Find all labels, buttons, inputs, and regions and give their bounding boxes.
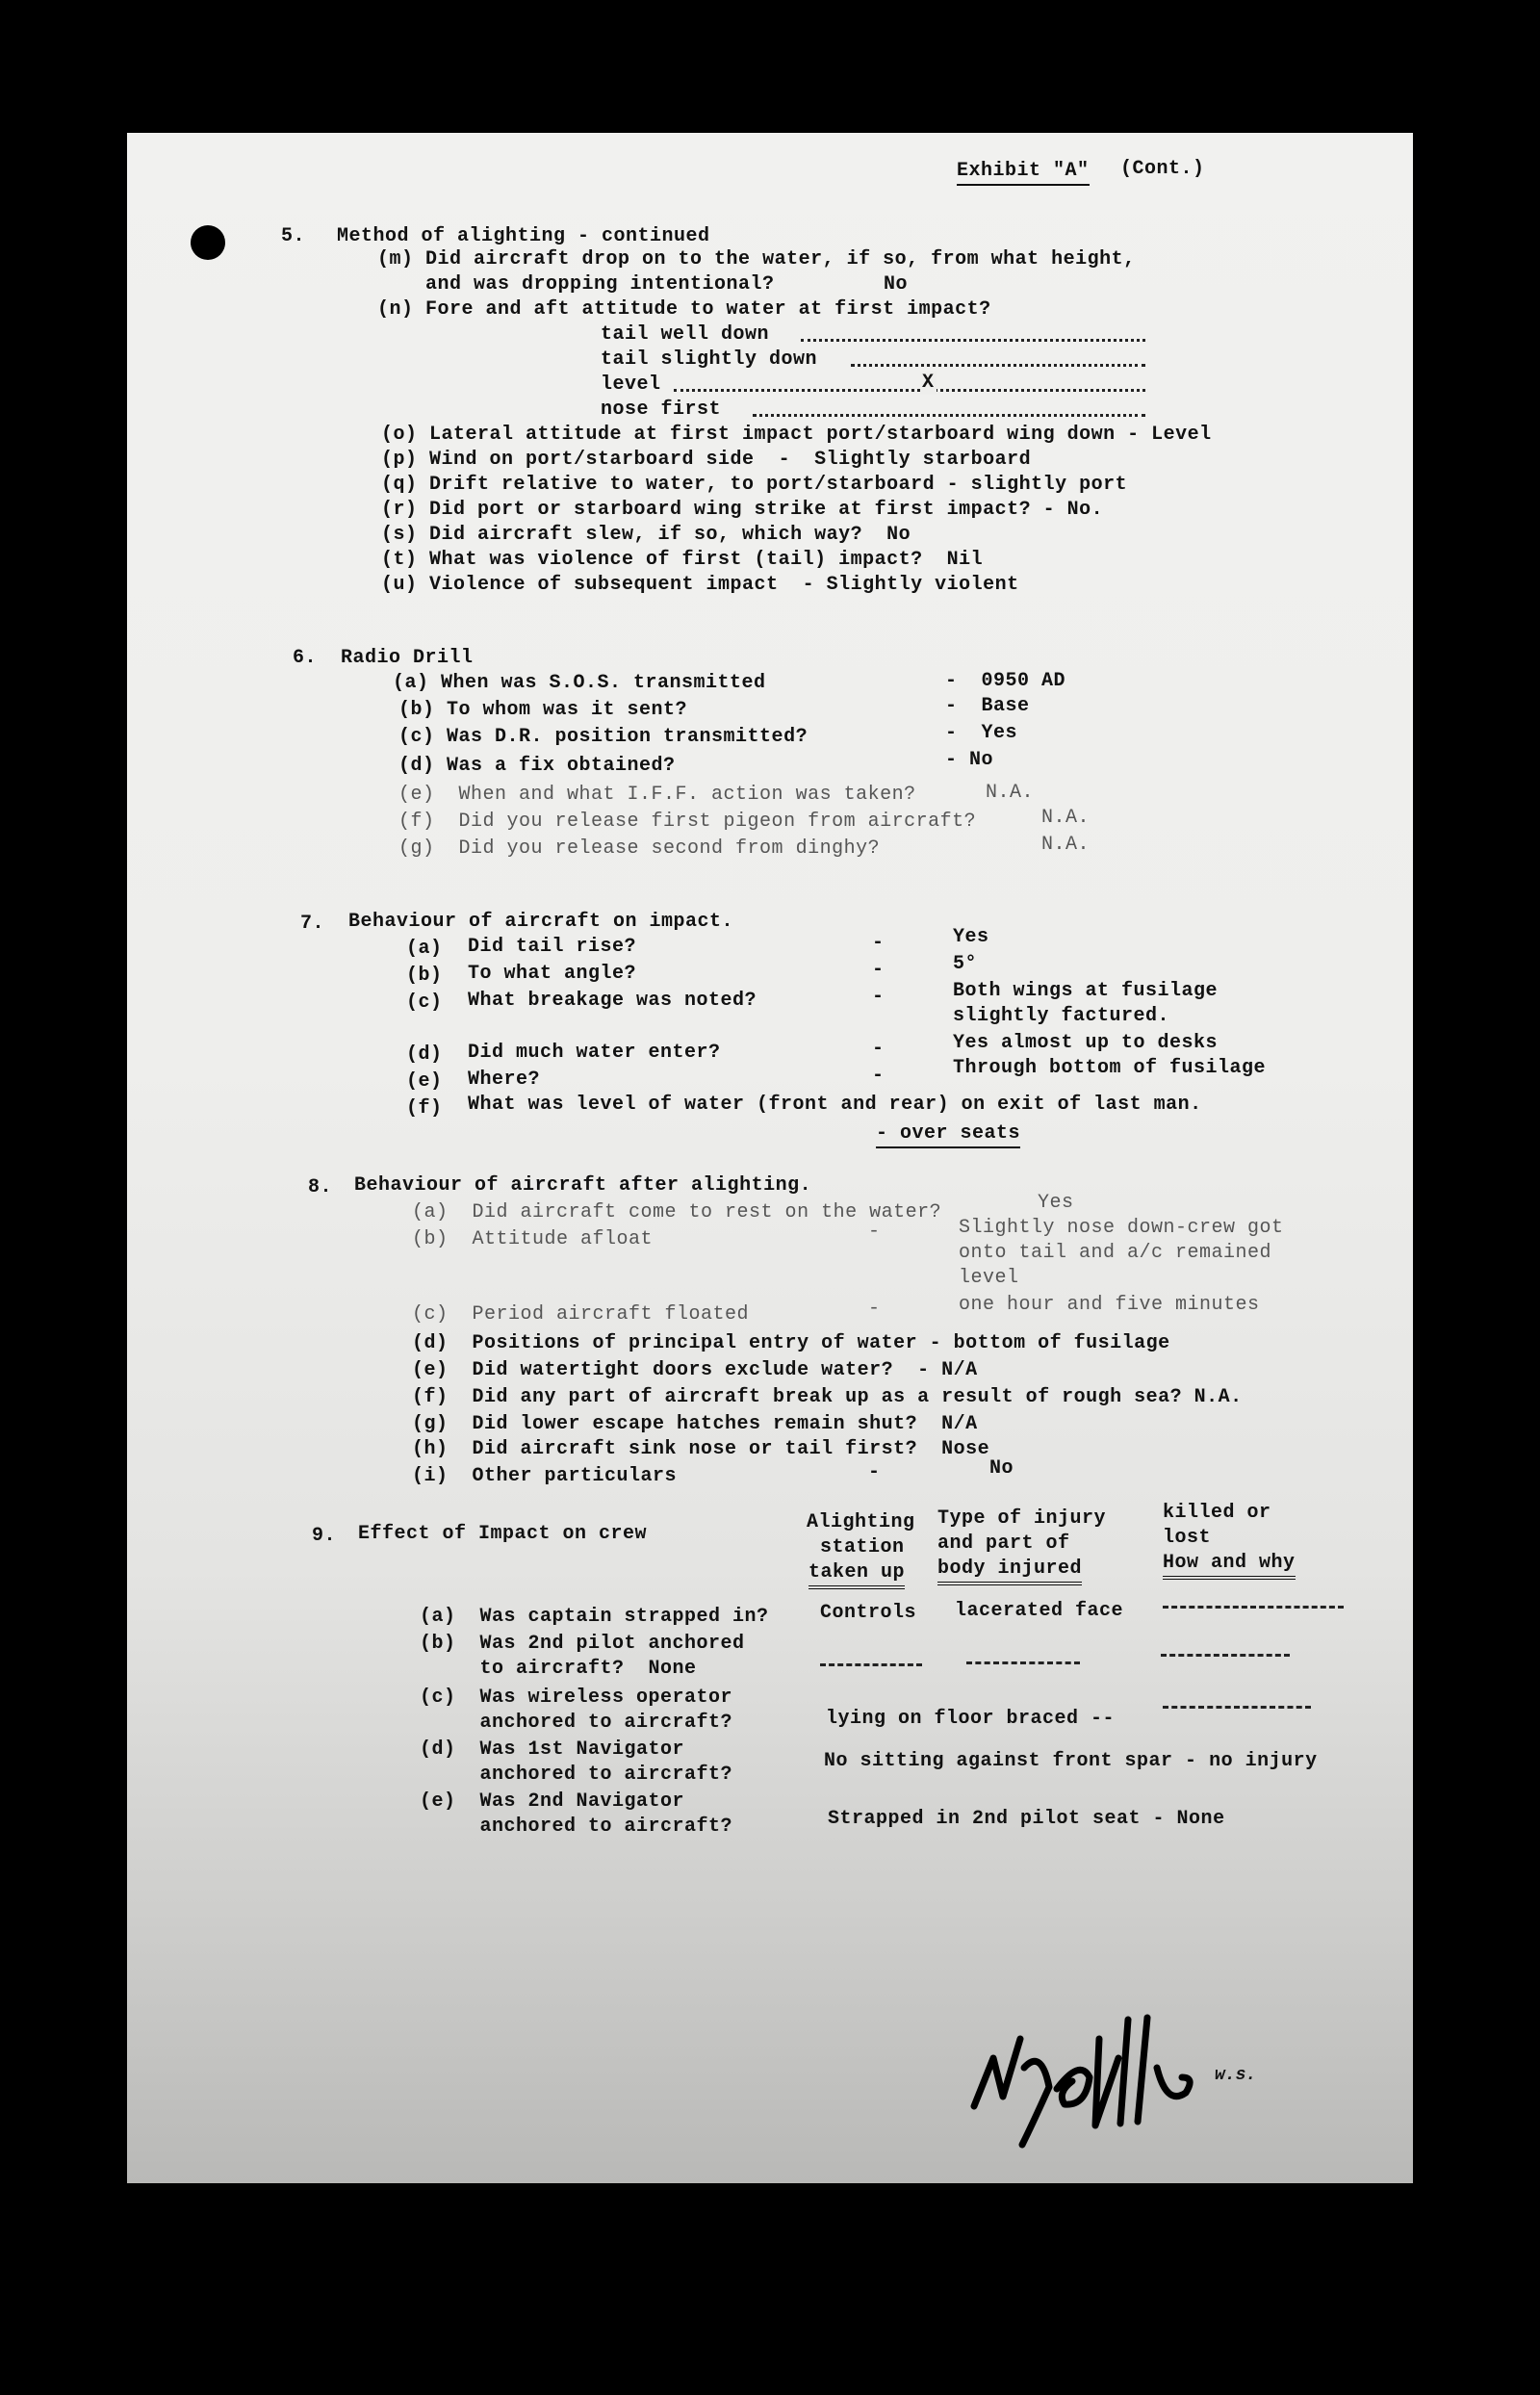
q6f: (f) Did you release first pigeon from aircraft? xyxy=(398,811,977,833)
dash: - xyxy=(872,1065,885,1087)
q6a: (a) When was S.O.S. transmitted xyxy=(393,672,766,694)
section-8-title: Behaviour of aircraft after alighting. xyxy=(354,1174,812,1197)
q7a-answer: Yes xyxy=(953,926,989,948)
q9a-station: Controls xyxy=(820,1602,917,1624)
q7e: Where? xyxy=(468,1069,541,1091)
col-header-injury-2: and part of xyxy=(937,1532,1070,1555)
q5n-option-4: nose first xyxy=(601,399,722,421)
blank-dashes xyxy=(1161,1654,1290,1657)
q5o: (o) Lateral attitude at first impact port/starboard wing down - Level xyxy=(381,424,1212,446)
document-page xyxy=(127,133,1413,2183)
q7b-answer: 5° xyxy=(953,953,978,975)
dash: - xyxy=(868,1461,881,1483)
q5t: (t) What was violence of first (tail) impact? Nil xyxy=(381,549,984,571)
q7c: What breakage was noted? xyxy=(468,990,757,1012)
q9b-line2: to aircraft? None xyxy=(420,1658,697,1680)
q5n-selected-mark: X xyxy=(922,372,935,394)
q5n-option-3: level xyxy=(601,373,661,396)
leader-dots xyxy=(753,414,1145,417)
q7d: Did much water enter? xyxy=(468,1042,721,1064)
q9e-line2: anchored to aircraft? xyxy=(420,1816,733,1838)
q7c-answer-line1: Both wings at fusilage xyxy=(953,980,1219,1002)
col-header-station-1: Alighting xyxy=(807,1511,915,1533)
section-5-title: Method of alighting - continued xyxy=(337,225,710,247)
q6d-answer: - No xyxy=(945,749,994,771)
q5m-answer: No xyxy=(884,273,909,296)
leader-dots xyxy=(674,389,1145,392)
q7a-label: (a) xyxy=(406,938,443,960)
q6a-answer: - 0950 AD xyxy=(945,670,1066,692)
q8a-answer: Yes xyxy=(1038,1192,1074,1214)
q9a: (a) Was captain strapped in? xyxy=(420,1606,769,1628)
q7e-answer: Through bottom of fusilage xyxy=(953,1057,1267,1079)
section-7-number: 7. xyxy=(300,913,325,935)
q5u: (u) Violence of subsequent impact - Slightly violent xyxy=(381,574,1019,596)
q7e-label: (e) xyxy=(406,1070,443,1093)
q8h: (h) Did aircraft sink nose or tail first? Nose xyxy=(412,1438,990,1460)
q8i-answer: No xyxy=(989,1457,1014,1480)
col-header-station-2: station xyxy=(820,1536,905,1558)
q5m-line1: (m) Did aircraft drop on to the water, if so, from what height, xyxy=(377,248,1136,270)
section-6-number: 6. xyxy=(293,647,318,669)
q5p: (p) Wind on port/starboard side - Slightly starboard xyxy=(381,449,1032,471)
q9e-line1: (e) Was 2nd Navigator xyxy=(420,1790,685,1813)
q7f-answer: - over seats xyxy=(876,1122,1020,1148)
q9d-line1: (d) Was 1st Navigator xyxy=(420,1738,685,1761)
q9d-answer: No sitting against front spar - no injury xyxy=(824,1750,1318,1772)
q9b-line1: (b) Was 2nd pilot anchored xyxy=(420,1633,745,1655)
q9c-answer: lying on floor braced -- xyxy=(826,1708,1116,1730)
q6g-answer: N.A. xyxy=(1041,834,1091,856)
exhibit-title: Exhibit "A" xyxy=(957,160,1090,186)
dash: - xyxy=(872,986,885,1008)
q8a: (a) Did aircraft come to rest on the water? xyxy=(412,1201,942,1223)
leader-dots xyxy=(801,339,1145,342)
col-header-injury-1: Type of injury xyxy=(937,1507,1107,1530)
q6c-answer: - Yes xyxy=(945,722,1018,744)
blank-dashes xyxy=(966,1661,1080,1664)
q8e: (e) Did watertight doors exclude water? - N/A xyxy=(412,1359,978,1381)
q6b: (b) To whom was it sent? xyxy=(398,699,688,721)
section-7-title: Behaviour of aircraft on impact. xyxy=(348,911,734,933)
leader-dots xyxy=(851,364,1145,367)
col-header-station-3: taken up xyxy=(808,1561,905,1589)
section-8-number: 8. xyxy=(308,1176,333,1198)
q7d-label: (d) xyxy=(406,1043,443,1066)
q6c: (c) Was D.R. position transmitted? xyxy=(398,726,808,748)
q8f: (f) Did any part of aircraft break up as a result of rough sea? N.A. xyxy=(412,1386,1243,1408)
blank-dashes xyxy=(820,1663,922,1666)
q9c-line1: (c) Was wireless operator xyxy=(420,1687,733,1709)
q6d: (d) Was a fix obtained? xyxy=(398,755,676,777)
q8d: (d) Positions of principal entry of water - bottom of fusilage xyxy=(412,1332,1170,1354)
q6g: (g) Did you release second from dinghy? xyxy=(398,837,881,860)
blank-dashes xyxy=(1163,1706,1311,1709)
section-9-number: 9. xyxy=(312,1525,337,1547)
q7b: To what angle? xyxy=(468,963,637,985)
q5n: (n) Fore and aft attitude to water at first impact? xyxy=(377,298,991,321)
blank-dashes xyxy=(1163,1606,1344,1609)
punch-hole xyxy=(191,225,225,260)
q7d-answer: Yes almost up to desks xyxy=(953,1032,1219,1054)
q9d-line2: anchored to aircraft? xyxy=(420,1764,733,1786)
q6e: (e) When and what I.F.F. action was taken? xyxy=(398,784,916,806)
dash: - xyxy=(872,932,885,954)
q9a-injury: lacerated face xyxy=(955,1600,1124,1622)
q5q: (q) Drift relative to water, to port/starboard - slightly port xyxy=(381,474,1128,496)
col-header-injury-3: body injured xyxy=(937,1558,1082,1585)
dash: - xyxy=(868,1221,881,1243)
q8i: (i) Other particulars xyxy=(412,1465,678,1487)
q7b-label: (b) xyxy=(406,965,443,987)
section-5-number: 5. xyxy=(281,225,306,247)
dash: - xyxy=(868,1298,881,1320)
handwritten-signature xyxy=(964,2000,1215,2154)
q5s: (s) Did aircraft slew, if so, which way? No xyxy=(381,524,911,546)
q9e-answer: Strapped in 2nd pilot seat - None xyxy=(828,1808,1225,1830)
q8b-answer-line2: onto tail and a/c remained xyxy=(959,1242,1272,1264)
q8b-answer-line3: level xyxy=(959,1267,1019,1289)
section-6-title: Radio Drill xyxy=(341,647,474,669)
q8g: (g) Did lower escape hatches remain shut? N/A xyxy=(412,1413,978,1435)
col-header-killed-3: How and why xyxy=(1163,1552,1296,1580)
signature-initials: w.s. xyxy=(1215,2066,1257,2085)
q8b: (b) Attitude afloat xyxy=(412,1228,654,1250)
col-header-killed-1: killed or xyxy=(1163,1502,1271,1524)
q9c-line2: anchored to aircraft? xyxy=(420,1712,733,1734)
q5n-option-2: tail slightly down xyxy=(601,348,818,371)
q7c-label: (c) xyxy=(406,991,443,1014)
section-9-title: Effect of Impact on crew xyxy=(358,1523,648,1545)
dash: - xyxy=(872,959,885,981)
col-header-killed-2: lost xyxy=(1163,1527,1212,1549)
q7f: What was level of water (front and rear) on exit of last man. xyxy=(468,1094,1202,1116)
q5m-line2: and was dropping intentional? xyxy=(425,273,775,296)
dash: - xyxy=(872,1038,885,1060)
q7c-answer-line2: slightly factured. xyxy=(953,1005,1170,1027)
q7f-label: (f) xyxy=(406,1097,443,1120)
q7a: Did tail rise? xyxy=(468,936,637,958)
q6e-answer: N.A. xyxy=(986,782,1035,804)
exhibit-cont: (Cont.) xyxy=(1120,158,1205,180)
q6b-answer: - Base xyxy=(945,695,1030,717)
q8c: (c) Period aircraft floated xyxy=(412,1303,750,1326)
q5r: (r) Did port or starboard wing strike at first impact? - No. xyxy=(381,499,1104,521)
q8b-answer-line1: Slightly nose down-crew got xyxy=(959,1217,1284,1239)
q6f-answer: N.A. xyxy=(1041,807,1091,829)
q5n-option-1: tail well down xyxy=(601,323,770,346)
q8c-answer: one hour and five minutes xyxy=(959,1294,1260,1316)
